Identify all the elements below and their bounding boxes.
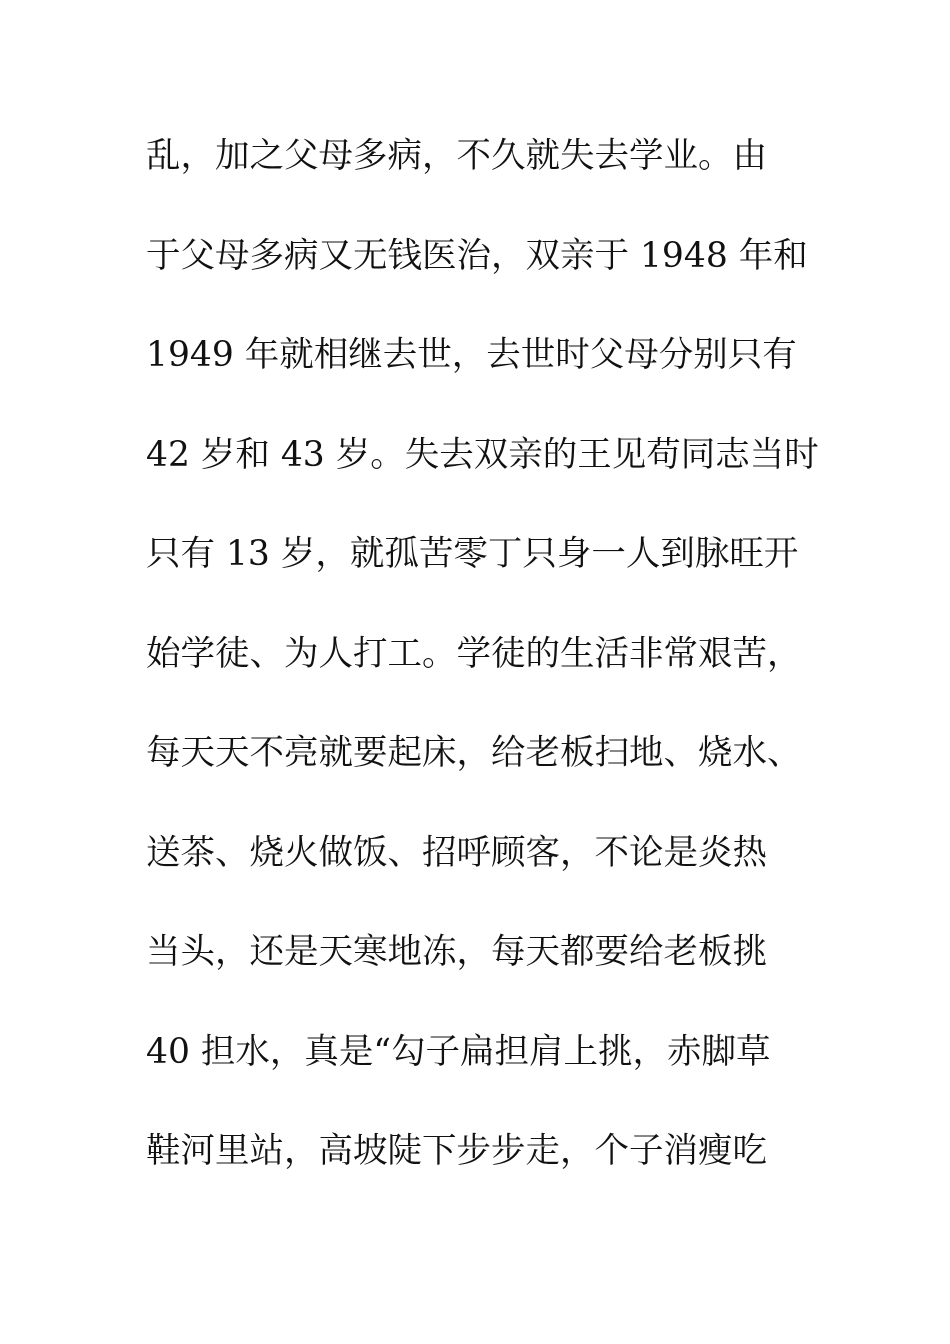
text-line-9: 当头，还是天寒地冻，每天都要给老板挑 — [146, 932, 767, 972]
text-line-5: 只有 13 岁，就孤苦零丁只身一人到脉旺开 — [146, 534, 799, 574]
text-line-8: 送茶、烧火做饭、招呼顾客，不论是炎热 — [146, 832, 767, 873]
text-line-6: 始学徒、为人打工。学徒的生活非常艰苦， — [146, 633, 802, 674]
text-line-7: 每天天不亮就要起床，给老板扫地、烧水、 — [146, 733, 802, 773]
text-line-1: 乱，加之父母多病，不久就失去学业。由 — [146, 136, 767, 176]
text-line-3: 1949 年就相继去世，去世时父母分别只有 — [146, 335, 797, 375]
text-line-11: 鞋河里站，高坡陡下步步走，个子消瘦吃 — [146, 1131, 767, 1171]
body-text — [146, 128, 826, 1223]
text-line-2: 于父母多病又无钱医治，双亲于 1948 年和 — [146, 235, 808, 276]
text-line-10: 40 担水，真是“勾子扁担肩上挑，赤脚草 — [146, 1031, 771, 1072]
text-line-4: 42 岁和 43 岁。失去双亲的王见苟同志当时 — [146, 434, 819, 475]
